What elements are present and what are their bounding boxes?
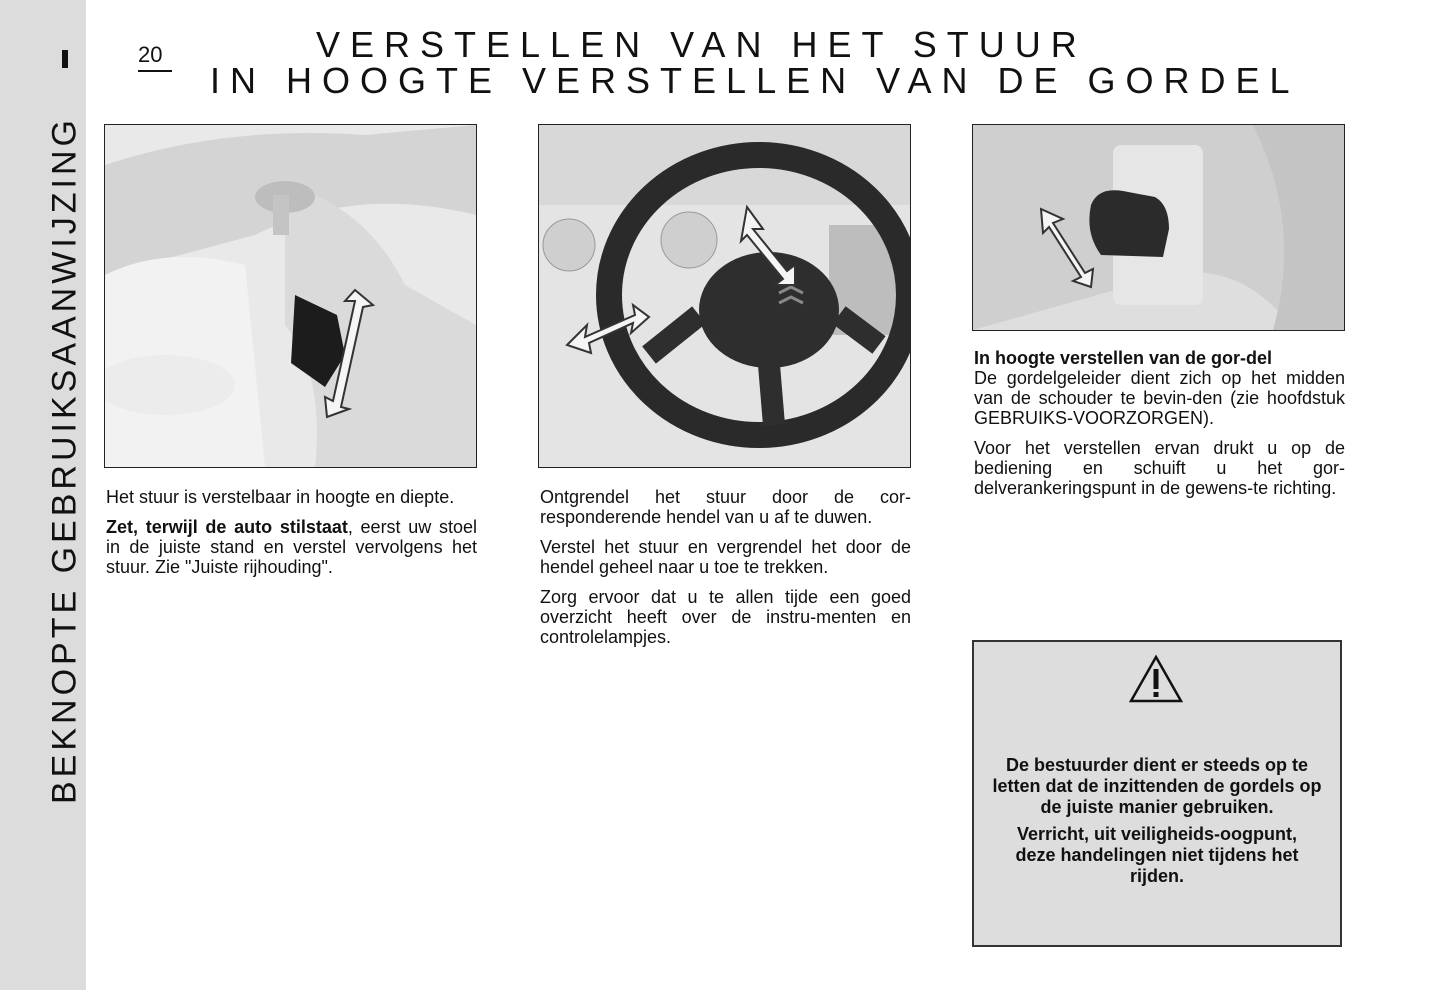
column-3-text [974, 348, 1345, 508]
warning-text [974, 755, 1340, 893]
column-1-text [106, 487, 477, 587]
belt-adjuster-photo [972, 124, 1345, 331]
col1-paragraph-1: Het stuur is verstelbaar in hoogte en diepte. [106, 487, 455, 507]
col2-paragraph-2: Verstel het stuur en vergrendel het door de hendel geheel naar u toe te trekken. [540, 537, 911, 577]
warning-triangle-icon [1128, 654, 1184, 704]
warning-box [972, 640, 1342, 947]
col2-paragraph-1: Ontgrendel het stuur door de cor-responderende hendel van u af te duwen. [540, 487, 911, 527]
col2-paragraph-3: Zorg ervoor dat u te allen tijde een goed overzicht heeft over de instru-menten en controlelampjes. [540, 587, 911, 647]
steering-wheel-photo [538, 124, 911, 468]
col1-bold-lead: Zet, terwijl de auto stilstaat [106, 517, 348, 537]
warning-paragraph-2: Verricht, uit veiligheids-oogpunt, deze handelingen niet tijdens het rijden. [1015, 824, 1299, 886]
section-marker [62, 50, 68, 68]
col3-paragraph-2: Voor het verstellen ervan drukt u op de bediening en schuift u het gor-delverankeringspunt in de gewens-te richting. [974, 438, 1345, 498]
col3-heading: In hoogte verstellen van de gor-del [974, 348, 1273, 368]
col1-paragraph-2 [106, 517, 477, 577]
warning-paragraph-1: De bestuurder dient er steeds op te letten dat de inzittenden de gordels op de juiste manier gebruiken. [992, 755, 1322, 817]
sidebar-label: BEKNOPTE GEBRUIKSAANWIJZING [45, 116, 84, 804]
column-2-text [540, 487, 911, 657]
col1-paragraph-2-rest: , eerst uw stoel in de juiste stand en verstel vervolgens het stuur. Zie "Juiste rijhouding". [106, 517, 477, 577]
col3-paragraph-1: De gordelgeleider dient zich op het midden van de schouder te bevin-den (zie hoofdstuk GEBRUIKS-VOORZORGEN). [974, 368, 1345, 428]
page-number: 20 [138, 42, 163, 67]
page-number-underline [138, 70, 172, 72]
page-title-line2: IN HOOGTE VERSTELLEN VAN DE GORDEL [210, 60, 1300, 101]
steering-lever-photo [104, 124, 477, 468]
